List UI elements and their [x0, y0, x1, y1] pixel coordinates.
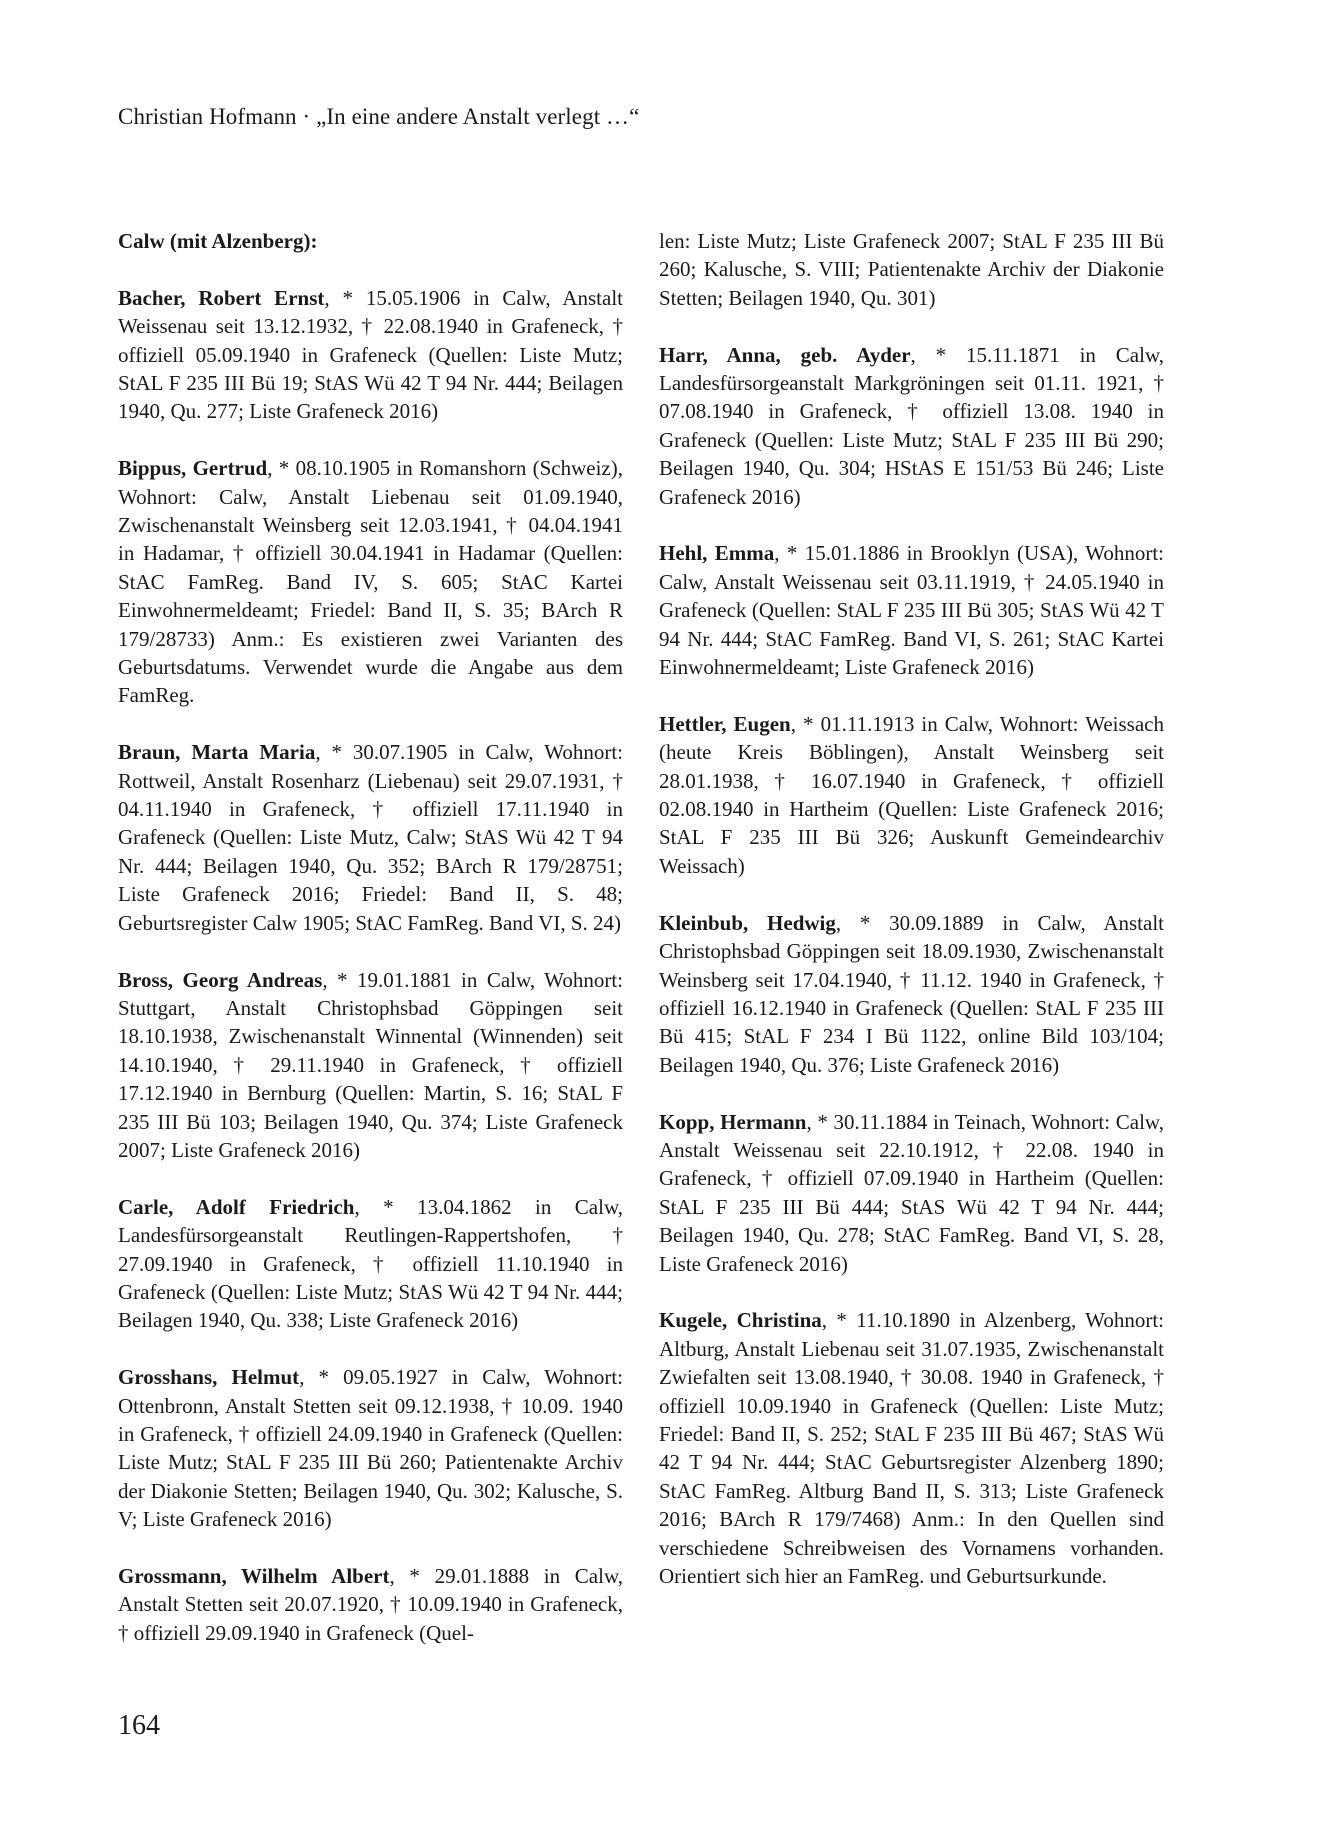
entry-bacher: [118, 284, 623, 426]
entry-text: , * 30.09.1889 in Calw, Anstalt Christophsbad Göppingen seit 18.09.1930, Zwischenanstalt Weinsberg seit 17.04.1940, † 11.12. 1940 in Grafeneck, † offiziell 16.12.1940 in Grafeneck (Quellen: StAL F 235 III Bü 415; StAL F 234 I Bü 1122, online Bild 103/104; Beilagen 1940, Qu. 376; Liste Grafeneck 2016): [659, 910, 1164, 1077]
entry-text: , * 15.01.1886 in Brooklyn (USA), Wohnort: Calw, Anstalt Weissenau seit 03.11.1919, † 24.05.1940 in Grafeneck (Quellen: StAL F 235 III Bü 305; StAS Wü 42 T 94 Nr. 444; StAC FamReg. Band VI, S. 261; StAC Kartei Einwohnermeldeamt; Liste Grafeneck 2016): [659, 541, 1164, 680]
entry-carle: [118, 1193, 623, 1335]
entry-name: Bross, Georg Andreas: [118, 967, 323, 992]
entry-text: , * 30.11.1884 in Teinach, Wohnort: Calw, Anstalt Weissenau seit 22.10.1912, † 22.08. 1940 in Grafeneck, † offiziell 07.09.1940 in Hartheim (Quellen: StAL F 235 III Bü 444; StAS Wü 42 T 94 Nr. 444; Beilagen 1940, Qu. 278; StAC FamReg. Band VI, S. 28, Liste Grafeneck 2016): [659, 1109, 1164, 1276]
entry-kleinbub: [659, 909, 1164, 1079]
entry-kugele: [659, 1306, 1164, 1590]
entry-text: , * 19.01.1881 in Calw, Wohnort: Stuttgart, Anstalt Christophsbad Göppingen seit 18.10.1938, Zwischenanstalt Winnental (Winnenden) seit 14.10.1940, † 29.11.1940 in Grafeneck, † offiziell 17.12.1940 in Bernburg (Quellen: Martin, S. 16; StAL F 235 III Bü 103; Beilagen 1940, Qu. 374; Liste Grafeneck 2007; Liste Grafeneck 2016): [118, 967, 623, 1162]
left-column: [118, 227, 623, 1676]
entry-bross: [118, 966, 623, 1165]
entry-text: , * 15.05.1906 in Calw, Anstalt Weissenau seit 13.12.1932, † 22.08.1940 in Grafeneck, † offiziell 05.09.1940 in Grafeneck (Quellen: Liste Mutz; StAL F 235 III Bü 19; StAS Wü 42 T 94 Nr. 444; Beilagen 1940, Qu. 277; Liste Grafeneck 2016): [118, 285, 623, 424]
right-column: [659, 227, 1164, 1619]
entry-text: , * 15.11.1871 in Calw, Landesfürsorgeanstalt Markgröningen seit 01.11. 1921, † 07.08.1940 in Grafeneck, † offiziell 13.08. 1940 in Grafeneck (Quellen: Liste Mutz; StAL F 235 III Bü 290; Beilagen 1940, Qu. 304; HStAS E 151/53 Bü 246; Liste Grafeneck 2016): [659, 342, 1164, 509]
entry-grosshans: [118, 1363, 623, 1533]
entry-text: , * 08.10.1905 in Romanshorn (Schweiz), Wohnort: Calw, Anstalt Liebenau seit 01.09.1940, Zwischenanstalt Weinsberg seit 12.03.1941, † 04.04.1941 in Hadamar, † offiziell 30.04.1941 in Hadamar (Quellen: StAC FamReg. Band IV, S. 605; StAC Kartei Einwohnermeldeamt; Friedel: Band II, S. 35; BArch R 179/28733) Anm.: Es existieren zwei Varianten des Geburtsdatums. Verwendet wurde die Angabe aus dem FamReg.: [118, 456, 623, 708]
entry-hehl: [659, 539, 1164, 681]
entry-name: Hehl, Emma: [659, 541, 775, 566]
entry-text: , * 01.11.1913 in Calw, Wohnort: Weissach (heute Kreis Böblingen), Anstalt Weinsberg seit 28.01.1938, † 16.07.1940 in Grafeneck, † offiziell 02.08.1940 in Hartheim (Quellen: Liste Grafeneck 2016; StAL F 235 III Bü 326; Auskunft Gemeindearchiv Weissach): [659, 711, 1164, 878]
entry-text: , * 30.07.1905 in Calw, Wohnort: Rottweil, Anstalt Rosenharz (Liebenau) seit 29.07.1931, † 04.11.1940 in Grafeneck, † offiziell 17.11.1940 in Grafeneck (Quellen: Liste Mutz, Calw; StAS Wü 42 T 94 Nr. 444; Beilagen 1940, Qu. 352; BArch R 179/28751; Liste Grafeneck 2016; Friedel: Band II, S. 48; Geburtsregister Calw 1905; StAC FamReg. Band VI, S. 24): [118, 740, 623, 935]
entry-grossmann: [118, 1562, 623, 1647]
entry-name: Braun, Marta Maria: [118, 740, 316, 765]
entry-name: Kleinbub, Hedwig: [659, 910, 836, 935]
entry-name: Harr, Anna, geb. Ayder: [659, 342, 911, 367]
entry-name: Grosshans, Helmut: [118, 1365, 300, 1390]
entry-name: Kugele, Christina: [659, 1308, 822, 1333]
entry-hettler: [659, 710, 1164, 880]
entry-braun: [118, 738, 623, 937]
entry-text: , * 11.10.1890 in Alzenberg, Wohnort: Altburg, Anstalt Liebenau seit 31.07.1935, Zwischenanstalt Zwiefalten seit 13.08.1940, † 30.08. 1940 in Grafeneck, † offiziell 10.09.1940 in Grafeneck (Quellen: Liste Mutz; Friedel: Band II, S. 252; StAL F 235 III Bü 467; StAS Wü 42 T 94 Nr. 444; StAC Geburtsregister Alzenberg 1890; StAC FamReg. Altburg Band II, S. 313; Liste Grafeneck 2016; BArch R 179/7468) Anm.: In den Quellen sind verschiedene Schreibweisen des Vornamens vorhanden. Orientiert sich hier an FamReg. und Geburtsurkunde.: [659, 1308, 1164, 1588]
entry-text: , * 13.04.1862 in Calw, Landesfürsorgeanstalt Reutlingen-Rappertshofen, † 27.09.1940 in Grafeneck, † offiziell 11.10.1940 in Grafeneck (Quellen: Liste Mutz; StAS Wü 42 T 94 Nr. 444; Beilagen 1940, Qu. 338; Liste Grafeneck 2016): [118, 1194, 623, 1333]
running-header: Christian Hofmann · „In eine andere Anstalt verlegt …“: [118, 104, 640, 129]
entry-grossmann-continuation: len: Liste Mutz; Liste Grafeneck 2007; StAL F 235 III Bü 260; Kalusche, S. VIII; Patientenakte Archiv der Diakonie Stetten; Beilagen 1940, Qu. 301): [659, 229, 1164, 310]
entry-bippus: [118, 454, 623, 710]
entry-name: Grossmann, Wilhelm Albert: [118, 1563, 390, 1588]
entry-name: Bacher, Robert Ernst: [118, 285, 325, 310]
entry-name: Kopp, Hermann: [659, 1109, 807, 1134]
entry-name: Bippus, Gertrud: [118, 456, 268, 481]
entry-text: , * 29.01.1888 in Calw, Anstalt Stetten seit 20.07.1920, † 10.09.1940 in Grafeneck, † offiziell 29.09.1940 in Grafeneck (Quel-: [118, 1563, 623, 1645]
entry-harr: [659, 341, 1164, 511]
entry-name: Hettler, Eugen: [659, 711, 791, 736]
entry-name: Carle, Adolf Friedrich: [118, 1194, 355, 1219]
page-number: 164: [118, 1710, 160, 1741]
entry-kopp: [659, 1108, 1164, 1278]
entry-text: , * 09.05.1927 in Calw, Wohnort: Ottenbronn, Anstalt Stetten seit 09.12.1938, † 10.09. 1940 in Grafeneck, † offiziell 24.09.1940 in Grafeneck (Quellen: Liste Mutz; StAL F 235 III Bü 260; Patientenakte Archiv der Diakonie Stetten; Beilagen 1940, Qu. 302; Kalusche, S. V; Liste Grafeneck 2016): [118, 1365, 623, 1532]
section-title: Calw (mit Alzenberg):: [118, 229, 318, 253]
